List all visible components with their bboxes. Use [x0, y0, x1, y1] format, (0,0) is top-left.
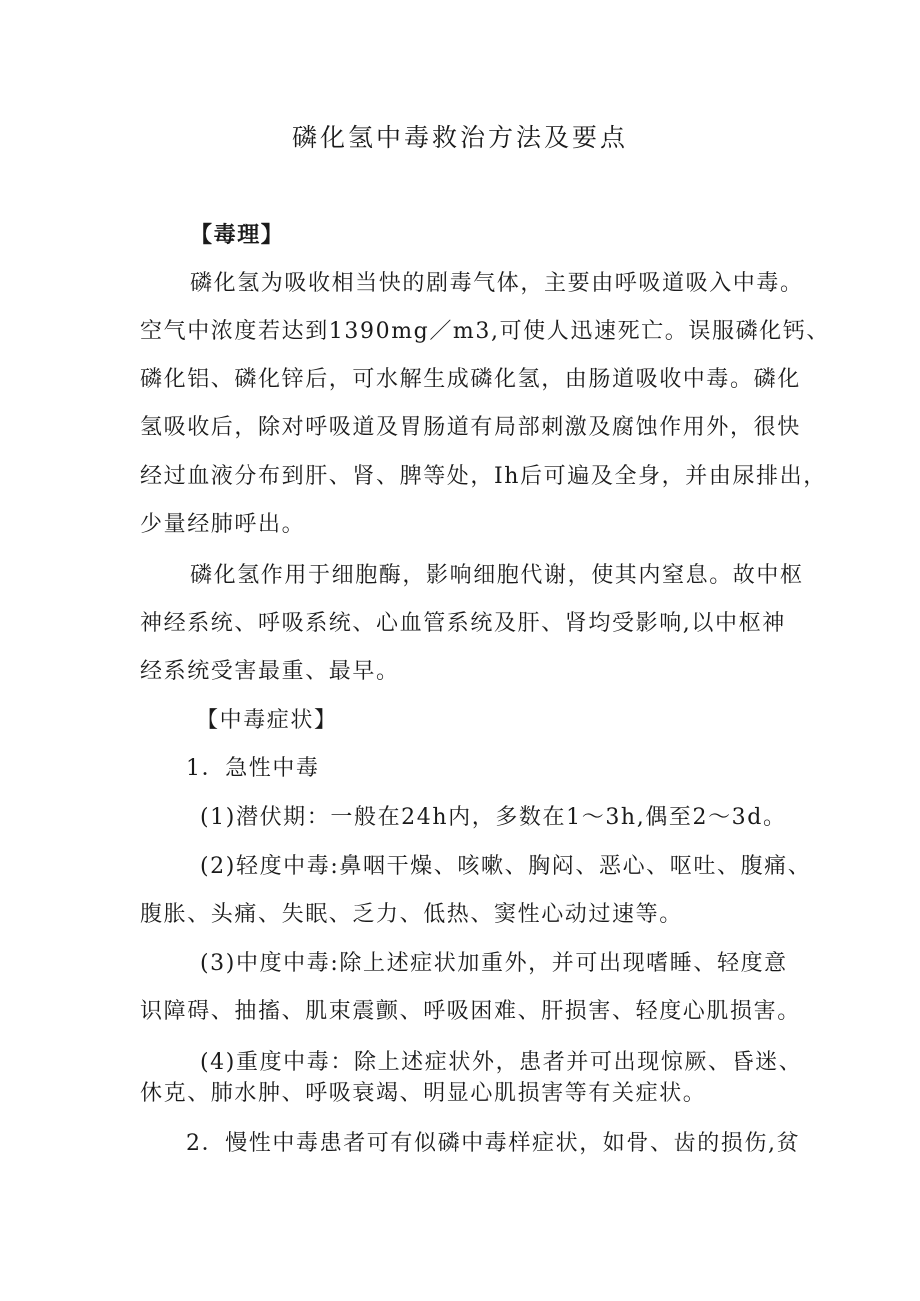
toxicology-p1-line2: 空气中浓度若达到1390mg／m3,可使人迅速死亡。误服磷化钙、	[140, 319, 830, 344]
toxicology-p1-line4: 氢吸收后，除对呼吸道及胃肠道有局部刺激及腐蚀作用外，很快	[140, 415, 801, 440]
toxicology-p1-line5: 经过血液分布到肝、肾、脾等处，Ih后可遍及全身，并由尿排出，	[140, 464, 827, 489]
acute-item-1: (1)潜伏期：一般在24h内，多数在1～3h,偶至2～3d。	[200, 805, 787, 830]
acute-item-3-line2: 识障碍、抽搐、肌束震颤、呼吸困难、肝损害、轻度心肌损害。	[140, 999, 801, 1024]
toxicology-p2-line2: 神经系统、呼吸系统、心血管系统及肝、肾均受影响,以中枢神	[140, 611, 786, 636]
section-heading-symptoms: 【中毒症状】	[196, 708, 338, 733]
toxicology-p2-line3: 经系统受害最重、最早。	[140, 659, 400, 684]
acute-item-4-line2: 休克、肺水肿、呼吸衰竭、明显心肌损害等有关症状。	[140, 1081, 707, 1106]
acute-item-2-line2: 腹胀、头痛、失眠、乏力、低热、窦性心动过速等。	[140, 902, 683, 927]
chronic-poisoning-line: 2．慢性中毒患者可有似磷中毒样症状，如骨、齿的损伤,贫	[186, 1131, 801, 1156]
acute-item-3-line1: (3)中度中毒:除上述症状加重外，并可出现嗜睡、轻度意	[200, 951, 788, 976]
acute-item-4-line1: (4)重度中毒：除上述症状外，患者并可出现惊厥、昏迷、	[200, 1050, 803, 1075]
toxicology-p1-line3: 磷化铝、磷化锌后，可水解生成磷化氢，由肠道吸收中毒。磷化	[140, 367, 801, 392]
toxicology-p1-line6: 少量经肺呼出。	[140, 512, 306, 537]
acute-item-2-line1: (2)轻度中毒:鼻咽干燥、咳嗽、胸闷、恶心、呕吐、腹痛、	[200, 854, 812, 879]
section-heading-toxicology: 【毒理】	[190, 222, 285, 248]
acute-poisoning-title: 1．急性中毒	[186, 756, 320, 781]
toxicology-p1-line1: 磷化氢为吸收相当快的剧毒气体，主要由呼吸道吸入中毒。	[190, 271, 804, 296]
toxicology-p2-line1: 磷化氢作用于细胞酶，影响细胞代谢，使其内窒息。故中枢	[190, 563, 804, 588]
document-title: 磷化氢中毒救治方法及要点	[291, 123, 628, 152]
